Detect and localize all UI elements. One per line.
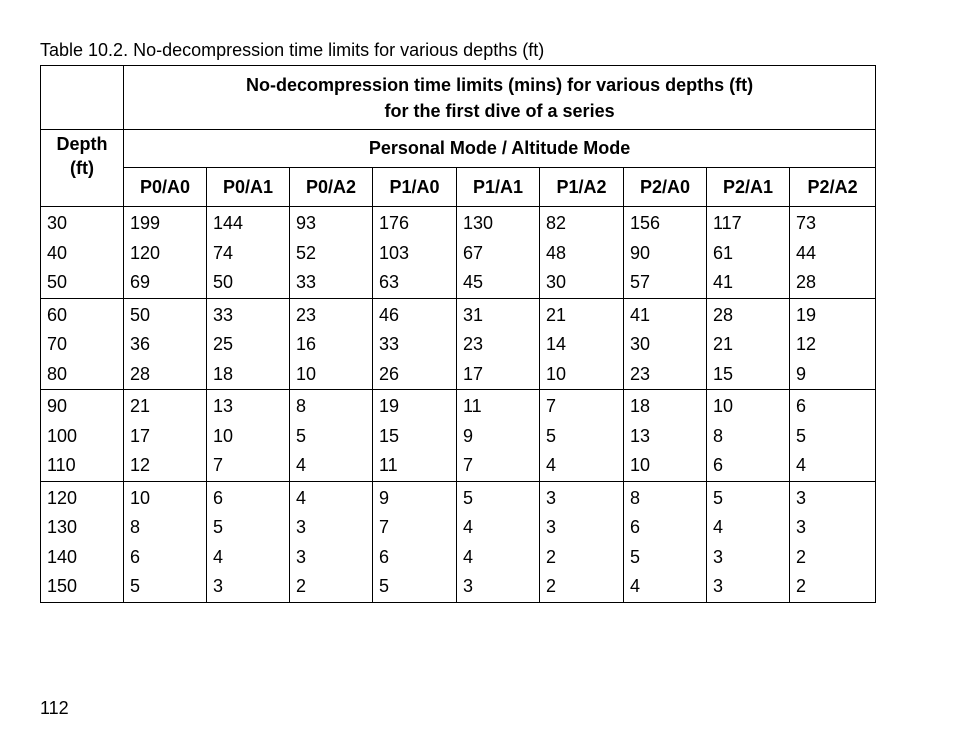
time-limit-value: 2 — [796, 576, 807, 596]
time-limit-value: 4 — [713, 517, 724, 537]
time-limit-cell — [707, 298, 790, 390]
depth-value: 110 — [47, 455, 76, 475]
time-limit-value: 3 — [713, 576, 724, 596]
time-limit-value: 63 — [379, 272, 400, 292]
time-limit-cell — [124, 390, 207, 482]
time-limit-value: 4 — [213, 546, 224, 567]
time-limit-cell — [624, 481, 707, 602]
time-limit-cell — [207, 207, 290, 299]
time-limit-value: 2 — [296, 576, 307, 596]
time-limit-value: 4 — [546, 455, 557, 475]
time-limit-value: 4 — [296, 487, 307, 508]
time-limit-value: 5 — [213, 517, 224, 537]
time-limit-value: 4 — [630, 576, 641, 596]
time-limit-value: 3 — [296, 546, 307, 567]
time-limit-cell — [373, 207, 457, 299]
time-limit-cell — [457, 481, 540, 602]
depth-value: 120 — [47, 487, 78, 508]
time-limit-value: 10 — [130, 487, 151, 508]
time-limit-value: 120 — [130, 242, 161, 263]
time-limit-value: 21 — [546, 304, 567, 325]
depth-header-unit: (ft) — [70, 158, 94, 178]
time-limit-value: 11 — [463, 396, 482, 416]
time-limit-cell — [707, 481, 790, 602]
time-limit-value: 23 — [630, 363, 651, 384]
time-limit-value: 93 — [296, 213, 317, 233]
time-limit-value: 26 — [379, 363, 400, 384]
time-limit-value: 67 — [463, 242, 484, 263]
time-limit-value: 156 — [630, 213, 661, 233]
column-header: P0/A2 — [290, 168, 373, 207]
table-row — [41, 481, 876, 602]
time-limit-cell — [540, 481, 624, 602]
column-header: P2/A2 — [790, 168, 876, 207]
time-limit-cell — [707, 390, 790, 482]
time-limit-value: 12 — [130, 455, 151, 475]
table-row — [41, 207, 876, 299]
time-limit-value: 46 — [379, 304, 400, 325]
time-limit-value: 18 — [213, 363, 234, 384]
time-limit-value: 5 — [296, 425, 307, 446]
time-limit-value: 36 — [130, 334, 151, 354]
time-limit-value: 13 — [213, 396, 234, 416]
time-limit-cell — [540, 207, 624, 299]
column-header: P1/A2 — [540, 168, 624, 207]
depth-column-header — [41, 130, 124, 207]
time-limit-value: 41 — [713, 272, 734, 292]
column-header: P2/A0 — [624, 168, 707, 207]
time-limit-value: 44 — [796, 242, 817, 263]
time-limit-value: 7 — [463, 455, 474, 475]
time-limit-value: 3 — [546, 517, 557, 537]
table-row — [41, 298, 876, 390]
time-limit-value: 8 — [630, 487, 641, 508]
time-limit-cell — [373, 390, 457, 482]
time-limit-cell — [790, 390, 876, 482]
time-limit-value: 9 — [379, 487, 390, 508]
time-limit-value: 9 — [796, 363, 807, 384]
time-limit-value: 13 — [630, 425, 651, 446]
time-limit-cell — [790, 298, 876, 390]
time-limit-value: 6 — [713, 455, 724, 475]
time-limit-cell — [373, 481, 457, 602]
time-limit-value: 8 — [296, 396, 307, 416]
depth-cell — [41, 207, 124, 299]
time-limit-value: 5 — [130, 576, 141, 596]
time-limit-value: 17 — [463, 363, 484, 384]
column-header: P0/A0 — [124, 168, 207, 207]
time-limit-value: 48 — [546, 242, 567, 263]
depth-value: 40 — [47, 242, 68, 263]
time-limit-value: 6 — [213, 487, 224, 508]
time-limit-value: 5 — [463, 487, 474, 508]
depth-value: 70 — [47, 334, 68, 354]
column-header: P2/A1 — [707, 168, 790, 207]
time-limit-cell — [540, 390, 624, 482]
time-limit-value: 6 — [630, 517, 641, 537]
time-limit-value: 15 — [713, 363, 734, 384]
time-limit-value: 6 — [796, 396, 807, 416]
time-limit-value: 117 — [713, 213, 742, 233]
time-limit-value: 18 — [630, 396, 651, 416]
page-number: 112 — [40, 698, 69, 718]
time-limit-value: 7 — [546, 396, 557, 416]
time-limit-value: 28 — [713, 304, 734, 325]
time-limit-value: 4 — [296, 455, 307, 475]
mode-header: Personal Mode / Altitude Mode — [124, 130, 876, 168]
time-limit-cell — [207, 298, 290, 390]
time-limit-value: 33 — [379, 334, 400, 354]
time-limit-value: 10 — [213, 425, 234, 446]
time-limit-value: 17 — [130, 425, 151, 446]
table-title-line-2: for the first dive of a series — [384, 100, 615, 121]
time-limit-value: 57 — [630, 272, 651, 292]
time-limit-value: 3 — [463, 576, 474, 596]
time-limit-value: 130 — [463, 213, 494, 233]
time-limit-cell — [373, 298, 457, 390]
depth-cell — [41, 298, 124, 390]
time-limit-value: 5 — [630, 546, 641, 567]
time-limit-value: 30 — [546, 272, 567, 292]
time-limit-cell — [290, 207, 373, 299]
time-limit-value: 103 — [379, 242, 410, 263]
time-limit-value: 31 — [463, 304, 484, 325]
depth-cell — [41, 390, 124, 482]
time-limit-cell — [624, 207, 707, 299]
time-limit-value: 7 — [379, 517, 390, 537]
time-limit-cell — [624, 298, 707, 390]
time-limit-value: 74 — [213, 242, 234, 263]
time-limit-cell — [457, 207, 540, 299]
depth-value: 100 — [47, 425, 78, 446]
time-limit-value: 33 — [213, 304, 234, 325]
time-limit-value: 4 — [796, 455, 807, 475]
time-limit-value: 10 — [546, 363, 567, 384]
time-limit-value: 23 — [296, 304, 317, 325]
time-limit-value: 4 — [463, 517, 474, 537]
time-limit-cell — [457, 390, 540, 482]
time-limit-cell — [540, 298, 624, 390]
depth-value: 60 — [47, 304, 68, 325]
depth-value: 30 — [47, 213, 68, 233]
table-title-line-1: No-decompression time limits (mins) for various depths (ft) — [246, 74, 754, 95]
table-row — [41, 390, 876, 482]
time-limit-value: 73 — [796, 213, 817, 233]
time-limit-value: 30 — [630, 334, 651, 354]
time-limit-value: 28 — [796, 272, 817, 292]
time-limit-value: 5 — [546, 425, 557, 446]
time-limit-value: 8 — [130, 517, 141, 537]
time-limit-value: 11 — [379, 455, 398, 475]
no-decompression-table — [40, 65, 876, 603]
time-limit-cell — [790, 207, 876, 299]
time-limit-cell — [124, 298, 207, 390]
time-limit-value: 41 — [630, 304, 651, 325]
depth-value: 90 — [47, 396, 68, 416]
time-limit-cell — [790, 481, 876, 602]
column-header: P1/A0 — [373, 168, 457, 207]
time-limit-cell — [124, 481, 207, 602]
time-limit-value: 144 — [213, 213, 244, 233]
time-limit-value: 19 — [796, 304, 817, 325]
time-limit-cell — [207, 481, 290, 602]
time-limit-value: 7 — [213, 455, 224, 475]
time-limit-cell — [457, 298, 540, 390]
time-limit-value: 5 — [796, 425, 807, 446]
time-limit-value: 45 — [463, 272, 484, 292]
time-limit-cell — [624, 390, 707, 482]
mode-header-row — [41, 130, 876, 168]
depth-value: 80 — [47, 363, 68, 384]
time-limit-value: 4 — [463, 546, 474, 567]
time-limit-value: 9 — [463, 425, 474, 446]
time-limit-value: 3 — [213, 576, 224, 596]
depth-value: 140 — [47, 546, 78, 567]
time-limit-value: 90 — [630, 242, 651, 263]
depth-value: 50 — [47, 272, 68, 292]
time-limit-value: 50 — [213, 272, 234, 292]
time-limit-cell — [290, 390, 373, 482]
column-header-row — [41, 168, 876, 207]
time-limit-value: 5 — [713, 487, 724, 508]
depth-cell — [41, 481, 124, 602]
time-limit-value: 3 — [796, 487, 807, 508]
depth-header-label: Depth — [56, 134, 108, 154]
time-limit-value: 23 — [463, 334, 484, 354]
time-limit-value: 5 — [379, 576, 390, 596]
time-limit-value: 12 — [796, 334, 817, 354]
time-limit-value: 2 — [796, 546, 807, 567]
time-limit-value: 3 — [546, 487, 557, 508]
time-limit-value: 6 — [379, 546, 390, 567]
time-limit-cell — [124, 207, 207, 299]
time-limit-cell — [290, 298, 373, 390]
time-limit-value: 14 — [546, 334, 567, 354]
time-limit-value: 3 — [713, 546, 724, 567]
time-limit-cell — [707, 207, 790, 299]
time-limit-value: 25 — [213, 334, 234, 354]
time-limit-value: 10 — [296, 363, 317, 384]
time-limit-value: 6 — [130, 546, 141, 567]
depth-value: 130 — [47, 517, 78, 537]
time-limit-value: 21 — [713, 334, 734, 354]
time-limit-value: 10 — [630, 455, 651, 475]
time-limit-value: 21 — [130, 396, 151, 416]
column-header: P1/A1 — [457, 168, 540, 207]
corner-cell — [41, 66, 124, 130]
time-limit-value: 3 — [796, 517, 807, 537]
time-limit-value: 3 — [296, 517, 307, 537]
table-title-row — [41, 66, 876, 130]
time-limit-value: 10 — [713, 396, 734, 416]
time-limit-value: 8 — [713, 425, 724, 446]
time-limit-value: 61 — [713, 242, 734, 263]
depth-value: 150 — [47, 576, 78, 596]
table-title — [124, 66, 876, 130]
time-limit-value: 199 — [130, 213, 161, 233]
table-caption: Table 10.2. No-decompression time limits for various depths (ft) — [40, 40, 545, 60]
time-limit-cell — [290, 481, 373, 602]
time-limit-value: 2 — [546, 576, 557, 596]
time-limit-value: 50 — [130, 304, 151, 325]
column-header: P0/A1 — [207, 168, 290, 207]
time-limit-value: 82 — [546, 213, 567, 233]
time-limit-value: 52 — [296, 242, 317, 263]
time-limit-value: 15 — [379, 425, 400, 446]
time-limit-value: 69 — [130, 272, 151, 292]
time-limit-value: 19 — [379, 396, 400, 416]
time-limit-value: 2 — [546, 546, 557, 567]
time-limit-value: 176 — [379, 213, 410, 233]
time-limit-value: 33 — [296, 272, 317, 292]
time-limit-value: 28 — [130, 363, 151, 384]
time-limit-cell — [207, 390, 290, 482]
time-limit-value: 16 — [296, 334, 317, 354]
